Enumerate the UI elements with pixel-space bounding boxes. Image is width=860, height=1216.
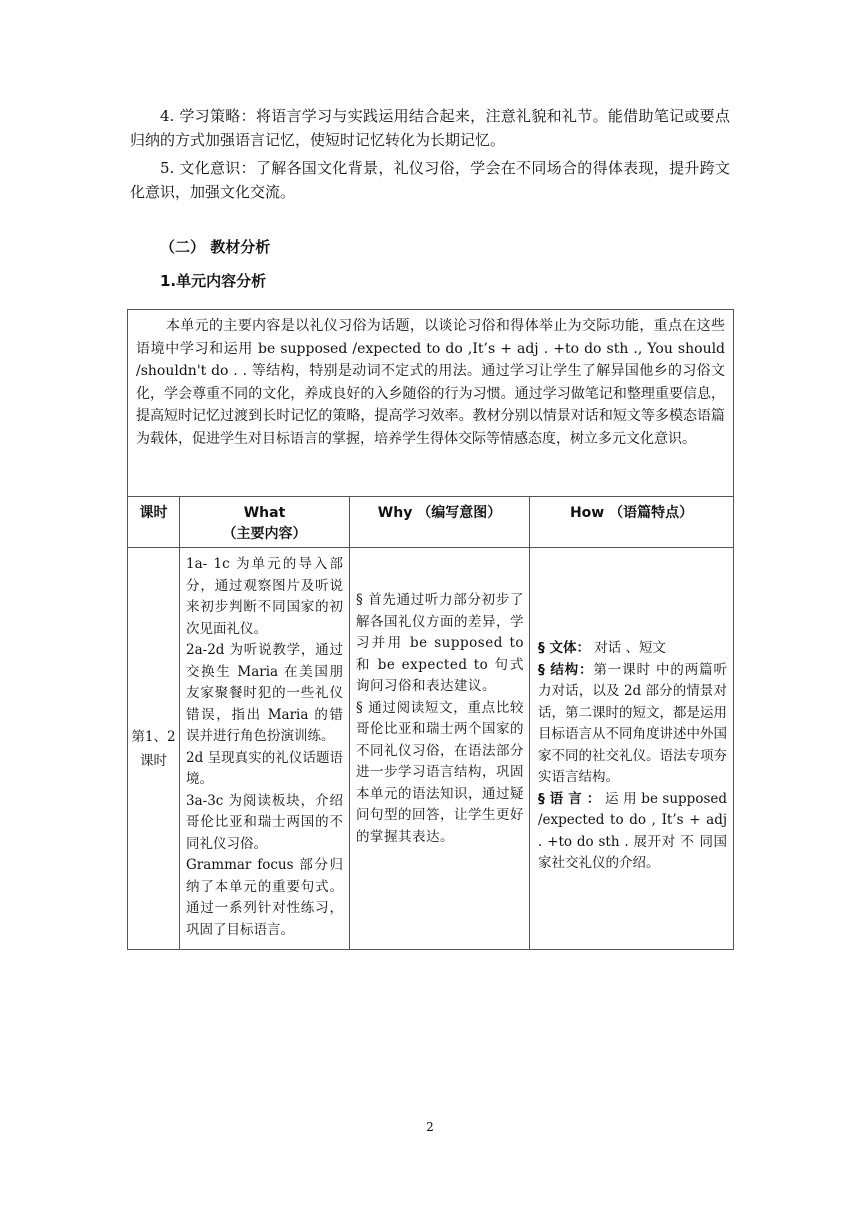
why-item: § 首先通过听力部分初步了解各国礼仪方面的差异，学习并用 be supposed to 和 be expected to 句式询问习俗和表达建议。	[356, 592, 524, 694]
header-row	[128, 497, 734, 548]
why-item: § 通过阅读短文，重点比较哥伦比亚和瑞士两个国家的不同礼仪习俗，在语法部分进一步学习语言结构，巩固本单元的语法知识，通过疑问句型的回答，让学生更好的掌握其表达。	[356, 699, 524, 845]
what-item: 2a-2d 为听说教学，通过交换生 Maria 在美国朋友家聚餐时犯的一些礼仪错误，指出 Maria 的错误并进行角色扮演训练。	[186, 642, 343, 744]
session-label: 第1、2课时	[128, 548, 180, 950]
header-session: 课时	[128, 497, 180, 548]
how-language-text: 运 用 be supposed /expected to do , It’s + adj . +to do sth . 展开对 不 同国家社交礼仪的介绍。	[538, 790, 728, 871]
how-genre-label: § 文体：	[538, 640, 590, 656]
how-language	[538, 789, 727, 875]
header-how: How （语篇特点）	[530, 497, 734, 548]
how-language-label: § 语 言 ：	[538, 790, 601, 807]
header-what-title: What	[243, 505, 286, 521]
header-why: Why （编写意图）	[350, 497, 530, 548]
why-cell	[350, 548, 530, 950]
how-structure	[538, 660, 727, 789]
learning-strategy-paragraph: 4. 学习策略：将语言学习与实践运用结合起来，注意礼貌和礼节。能借助笔记或要点归纳的方式加强语言记忆，使短时记忆转化为长期记忆。	[130, 107, 730, 149]
how-genre	[538, 638, 727, 660]
subsection-heading: 1.单元内容分析	[160, 272, 267, 290]
table-row	[128, 548, 734, 950]
unit-summary-text: 本单元的主要内容是以礼仪习俗为话题，以谈论习俗和得体举止为交际功能，重点在这些语境中学习和运用 be supposed /expected to do ,It’s + adj . +to do sth ., You should /shouldn't do . . 等结构，特别是动词不定式的用法。通过学习让学生了解异国他乡的习俗文化，学会尊重不同的文化，养成良好的入乡随俗的行为习惯。通过学习做笔记和整理重要信息，提高短时记忆过渡到长时记忆的策略，提高学习效率。教材分别以情景对话和短文等多模态语篇为载体，促进学生对目标语言的掌握，培养学生得体交际等情感态度，树立多元文化意识。	[136, 318, 726, 447]
page-number: 2	[426, 1120, 434, 1134]
what-item: 3a-3c 为阅读板块，介绍哥伦比亚和瑞士两国的不同礼仪习俗。	[186, 792, 343, 852]
what-item: 1a- 1c 为单元的导入部分，通过观察图片及听说来初步判断不同国家的初次见面礼仪。	[186, 556, 343, 637]
how-genre-text: 对话 、短文	[594, 640, 667, 656]
header-what	[180, 497, 350, 548]
summary-cell	[128, 310, 734, 497]
how-cell	[530, 548, 734, 950]
header-what-subtitle: （主要内容）	[222, 526, 307, 542]
section-heading: （二） 教材分析	[160, 238, 271, 256]
what-cell	[180, 548, 350, 950]
what-item: 2d 呈现真实的礼仪话题语境。	[186, 749, 343, 787]
what-item: Grammar focus 部分归纳了本单元的重要句式。通过一系列针对性练习，巩固了目标语言。	[186, 857, 343, 938]
unit-analysis-table	[127, 309, 734, 950]
how-structure-label: § 结构：	[538, 661, 594, 678]
cultural-awareness-paragraph: 5. 文化意识：了解各国文化背景，礼仪习俗，学会在不同场合的得体表现，提升跨文化意识，加强文化交流。	[130, 159, 730, 201]
how-structure-text: 第一课时 中的两篇听力对话，以及 2d 部分的情景对话，第二课时的短文，都是运用目标语言从不同角度讲述中外国家不同的社交礼仪。语法专项夯实语言结构。	[538, 661, 728, 785]
summary-row	[128, 310, 734, 497]
